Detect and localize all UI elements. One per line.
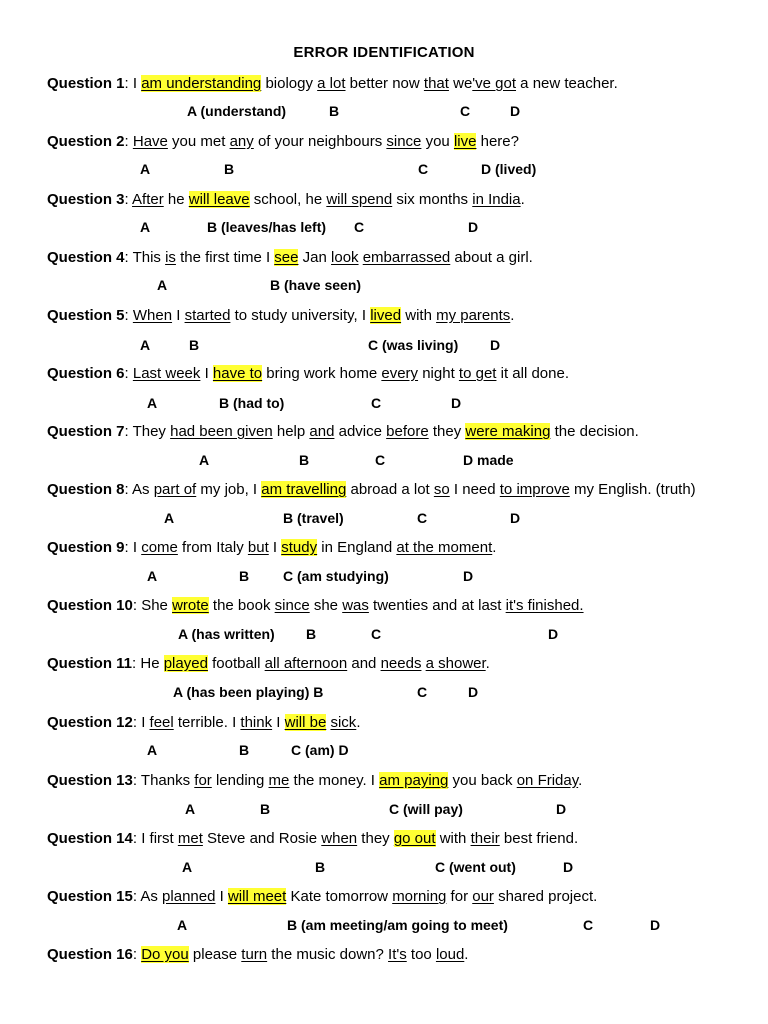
answer-option: C (am) D [291,742,349,758]
sentence-text: Steve and Rosie [202,830,322,847]
sentence-text: you [421,133,454,150]
sentence-text: we [448,75,473,92]
answer-option: D made [463,452,514,468]
question-7 [47,423,639,440]
answer-option: A [147,395,158,411]
answer-option: A [157,277,168,293]
error-highlight: go out [393,830,436,847]
underlined-segment: in India [472,191,521,208]
sentence-text: the money. I [289,772,380,789]
underlined-segment: is [165,249,176,266]
answer-option: A [177,917,188,933]
question-label: Question 3 [47,191,125,208]
underlined-segment: me [268,772,290,789]
question-2 [47,133,519,150]
sentence-text: the first time I [175,249,275,266]
sentence-text: . [492,539,497,556]
underlined-segment: look [331,249,359,266]
error-highlight: am paying [379,772,449,789]
page-title: ERROR IDENTIFICATION [293,44,475,61]
question-3 [47,191,525,208]
answer-option: B [239,568,250,584]
underlined-segment: met [177,830,203,847]
sentence-text: night [418,365,459,382]
sentence-text: Jan [298,249,332,266]
underlined-segment: on Friday [516,772,579,789]
error-highlight: live [453,133,477,150]
sentence-text: to study university, I [230,307,371,324]
underlined-segment: before [386,423,429,440]
error-highlight: study [281,539,318,556]
sentence-text: . [510,307,515,324]
underlined-segment: Last week [132,365,201,382]
question-4 [47,249,533,266]
sentence-text: biology [261,75,318,92]
question-6 [47,365,569,382]
underlined-segment: feel [149,714,174,731]
answer-option: C [417,684,428,700]
sentence-text: here? [476,133,519,150]
answer-option: D [468,684,479,700]
sentence-text: : I first [132,830,178,847]
answer-option: D [563,859,574,875]
question-1 [47,75,618,92]
sentence-text: you met [167,133,230,150]
underlined-segment: was [342,597,369,614]
answer-option: A [164,510,175,526]
sentence-text: with [401,307,437,324]
sentence-text: : [124,133,133,150]
underlined-segment: After [132,191,164,208]
question-14 [47,830,578,847]
sentence-text: : [124,307,133,324]
answer-option: B [306,626,317,642]
underlined-segment: every [381,365,419,382]
sentence-text: it all done. [496,365,569,382]
question-16 [47,946,468,963]
error-highlight: see [274,249,299,266]
answer-option: B (had to) [219,395,285,411]
sentence-text: advice [334,423,387,440]
answer-option: D [510,510,521,526]
answer-option: C [371,626,382,642]
sentence-text: : I [124,75,142,92]
sentence-text: from Italy [177,539,248,556]
underlined-segment: since [386,133,422,150]
question-label: Question 2 [47,133,125,150]
answer-option: A [140,219,151,235]
sentence-text: I [172,307,185,324]
sentence-text: you back [448,772,517,789]
underlined-segment: a lot [317,75,346,92]
sentence-text: . [578,772,583,789]
sentence-text: my English. (truth) [569,481,696,498]
sentence-text: football [207,655,265,672]
answer-option: C [354,219,365,235]
question-label: Question 16 [47,946,133,963]
answer-option: C (went out) [435,859,516,875]
answer-option: B (travel) [283,510,344,526]
answer-option: D [451,395,462,411]
question-label: Question 4 [47,249,125,266]
question-15 [47,888,597,905]
answer-option: C [371,395,382,411]
question-label: Question 1 [47,75,125,92]
answer-option: B [329,103,340,119]
sentence-text: I [268,539,282,556]
error-highlight: played [163,655,208,672]
answer-option: D [463,568,474,584]
sentence-text: the book [208,597,275,614]
sentence-text: I [272,714,285,731]
sentence-text: of your neighbours [253,133,387,150]
sentence-text: Kate tomorrow [286,888,393,905]
question-label: Question 14 [47,830,133,847]
sentence-text: terrible. I [173,714,241,731]
sentence-text: and [347,655,381,672]
underlined-segment: needs [380,655,422,672]
answer-option: A [182,859,193,875]
error-highlight: were making [465,423,551,440]
sentence-text: lending [211,772,269,789]
question-label: Question 11 [47,655,133,672]
underlined-segment: our [472,888,494,905]
sentence-text: best friend. [499,830,579,847]
sentence-text: : As [124,481,154,498]
error-highlight: am understanding [141,75,262,92]
question-label: Question 13 [47,772,133,789]
sentence-text: a new teacher. [516,75,618,92]
sentence-text: : This [124,249,166,266]
underlined-segment: sick [330,714,357,731]
answer-option: C (was living) [368,337,459,353]
answer-option: D [650,917,661,933]
underlined-segment: had been given [170,423,273,440]
question-10 [47,597,584,614]
question-label: Question 15 [47,888,133,905]
sentence-text: help [272,423,310,440]
underlined-segment: all afternoon [264,655,348,672]
answer-option: A [147,568,158,584]
sentence-text: school, he [249,191,327,208]
sentence-text: my job, I [196,481,262,498]
underlined-segment: that [423,75,449,92]
error-highlight: have to [212,365,263,382]
answer-option: D [556,801,567,817]
answer-option: D [468,219,479,235]
answer-option: D [510,103,521,119]
sentence-text: they [428,423,466,440]
sentence-text: bring work home [262,365,382,382]
underlined-segment: it's finished. [505,597,584,614]
answer-option: A (has been playing) B [173,684,324,700]
sentence-text: please [188,946,242,963]
underlined-segment: think [240,714,273,731]
error-highlight: wrote [172,597,209,614]
answer-option: B (leaves/has left) [207,219,327,235]
sentence-text: six months [392,191,473,208]
underlined-segment: at the moment [396,539,493,556]
answer-option: A (has written) [178,626,275,642]
underlined-segment: any [229,133,254,150]
sentence-text: about a girl. [450,249,533,266]
underlined-segment: a shower [425,655,486,672]
answer-option: A [185,801,196,817]
sentence-text: : [132,946,142,963]
question-label: Question 5 [47,307,125,324]
sentence-text: in England [317,539,397,556]
sentence-text: : [124,191,133,208]
sentence-text: he [163,191,189,208]
question-label: Question 6 [47,365,125,382]
sentence-text: I [200,365,213,382]
underlined-segment: for [194,772,212,789]
underlined-segment: and [309,423,335,440]
question-11 [47,655,490,672]
answer-option: A (understand) [187,103,287,119]
answer-option: C [583,917,594,933]
answer-option: C (will pay) [389,801,463,817]
error-highlight: will meet [227,888,287,905]
sentence-text: for [446,888,473,905]
answer-option: C (am studying) [283,568,389,584]
error-highlight: am travelling [261,481,347,498]
underlined-segment: come [141,539,178,556]
underlined-segment: turn [241,946,268,963]
question-5 [47,307,514,324]
question-8 [47,481,696,498]
error-highlight: will leave [188,191,250,208]
underlined-segment: When [132,307,173,324]
underlined-segment: started [184,307,231,324]
answer-option: B (have seen) [270,277,362,293]
question-label: Question 9 [47,539,125,556]
underlined-segment: It's [388,946,407,963]
question-label: Question 8 [47,481,125,498]
sentence-text: shared project. [493,888,598,905]
answer-option: A [199,452,210,468]
sentence-text: twenties and at last [368,597,506,614]
underlined-segment: to get [458,365,497,382]
underlined-segment: when [321,830,358,847]
question-13 [47,772,582,789]
error-highlight: Do you [141,946,189,963]
sentence-text: : As [132,888,163,905]
answer-option: D [490,337,501,353]
sentence-text: the decision. [550,423,639,440]
sentence-text: . [520,191,525,208]
answer-option: B (am meeting/am going to meet) [287,917,508,933]
underlined-segment: so [433,481,450,498]
underlined-segment: 've got [472,75,517,92]
sentence-text: they [357,830,394,847]
error-highlight: will be [284,714,327,731]
answer-option: C [417,510,428,526]
answer-option: B [239,742,250,758]
question-label: Question 10 [47,597,133,614]
answer-option: C [460,103,471,119]
answer-option: D [548,626,559,642]
underlined-segment: Have [132,133,168,150]
underlined-segment: their [470,830,500,847]
sentence-text: abroad a lot [346,481,434,498]
underlined-segment: but [247,539,269,556]
sentence-text: : They [124,423,171,440]
sentence-text: with [435,830,471,847]
error-highlight: lived [370,307,402,324]
sentence-text: : Thanks [132,772,195,789]
question-12 [47,714,360,731]
sentence-text: better now [345,75,424,92]
answer-option: C [375,452,386,468]
underlined-segment: will spend [326,191,393,208]
sentence-text: I [215,888,228,905]
underlined-segment: embarrassed [362,249,451,266]
question-label: Question 7 [47,423,125,440]
sentence-text: : [124,365,133,382]
underlined-segment: my parents [436,307,511,324]
sentence-text: : He [132,655,164,672]
sentence-text: . [464,946,469,963]
sentence-text: . [356,714,361,731]
answer-option: B [189,337,200,353]
underlined-segment: to improve [499,481,570,498]
question-label: Question 12 [47,714,133,731]
answer-option: B [260,801,271,817]
sentence-text: : I [132,714,150,731]
answer-option: A [147,742,158,758]
answer-option: C [418,161,429,177]
answer-option: B [224,161,235,177]
answer-option: B [315,859,326,875]
sentence-text: too [406,946,436,963]
underlined-segment: planned [162,888,216,905]
sentence-text: : She [132,597,173,614]
sentence-text: the music down? [267,946,389,963]
answer-option: B [299,452,310,468]
answer-option: A [140,337,151,353]
answer-option: A [140,161,151,177]
sentence-text: : I [124,539,142,556]
underlined-segment: morning [392,888,447,905]
underlined-segment: since [274,597,310,614]
underlined-segment: loud [435,946,465,963]
underlined-segment: part of [153,481,197,498]
answer-option: D (lived) [481,161,537,177]
sentence-text: she [309,597,343,614]
sentence-text: I need [449,481,500,498]
question-9 [47,539,496,556]
sentence-text: . [485,655,490,672]
